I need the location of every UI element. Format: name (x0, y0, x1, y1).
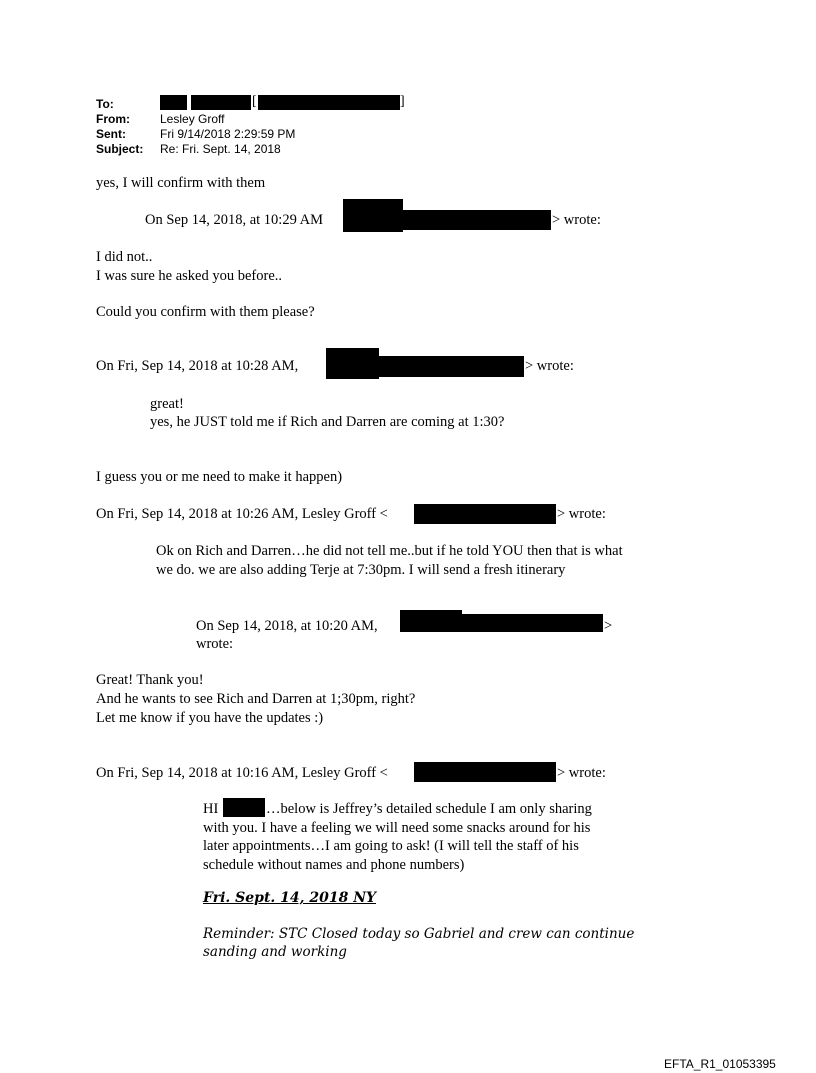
redaction-box (343, 199, 403, 232)
quote-attribution: On Fri, Sep 14, 2018 at 10:28 AM, (96, 358, 299, 374)
document-id: EFTA_R1_01053395 (664, 1057, 776, 1071)
message-line: Could you confirm with them please? (96, 304, 315, 320)
quote-attribution-suffix: > wrote: (557, 765, 606, 781)
quote-attribution: On Fri, Sep 14, 2018 at 10:16 AM, Lesley Groff < (96, 765, 388, 781)
quote-attribution: On Sep 14, 2018, at 10:29 AM (145, 212, 324, 228)
redaction-box (191, 95, 251, 110)
bracket-open: [ (252, 94, 257, 109)
subject-label: Subject: (96, 142, 144, 156)
message-line: with you. I have a feeling we will need some snacks around for his (203, 820, 591, 836)
from-value: Lesley Groff (160, 112, 225, 126)
redaction-box (160, 95, 187, 110)
subject-value: Re: Fri. Sept. 14, 2018 (160, 142, 281, 156)
redaction-box (414, 504, 556, 524)
message-line: schedule without names and phone numbers) (203, 857, 465, 873)
redaction-box (223, 798, 265, 817)
quote-attribution: On Fri, Sep 14, 2018 at 10:26 AM, Lesley Groff < (96, 506, 388, 522)
to-label: To: (96, 97, 114, 111)
redaction-box (258, 95, 400, 110)
redaction-box (414, 762, 556, 782)
quote-attribution-suffix: > wrote: (557, 506, 606, 522)
redaction-box (403, 210, 551, 230)
redaction-box (448, 614, 603, 632)
bracket-close: ] (400, 94, 405, 109)
redaction-box (326, 348, 379, 379)
quote-attribution-suffix: > wrote: (525, 358, 574, 374)
message-line: we do. we are also adding Terje at 7:30pm. I will send a fresh itinerary (156, 562, 566, 578)
reminder-line: sanding and working (203, 944, 347, 960)
sent-value: Fri 9/14/2018 2:29:59 PM (160, 127, 296, 141)
message-line: Ok on Rich and Darren…he did not tell me..but if he told YOU then that is what (156, 543, 623, 559)
message-greeting: HI (203, 801, 219, 817)
message-line: Great! Thank you! (96, 672, 204, 688)
quote-attribution-suffix: > wrote: (552, 212, 601, 228)
schedule-heading: Fri. Sept. 14, 2018 NY (203, 890, 377, 906)
quote-attribution: On Sep 14, 2018, at 10:20 AM, (196, 618, 378, 634)
message-line: I was sure he asked you before.. (96, 268, 283, 284)
message-line: And he wants to see Rich and Darren at 1;30pm, right? (96, 691, 416, 707)
reply-text: yes, I will confirm with them (96, 175, 266, 191)
message-line: …below is Jeffrey’s detailed schedule I am only sharing (266, 801, 592, 817)
reminder-line: Reminder: STC Closed today so Gabriel and crew can continue (203, 926, 635, 942)
redaction-box (379, 356, 524, 377)
sent-label: Sent: (96, 127, 126, 141)
quote-attribution-line2: wrote: (196, 636, 234, 652)
message-line: Let me know if you have the updates :) (96, 710, 324, 726)
message-line: I did not.. (96, 249, 153, 265)
message-line: later appointments…I am going to ask! (I will tell the staff of his (203, 838, 579, 854)
from-label: From: (96, 112, 130, 126)
message-line: great! (150, 396, 184, 412)
quote-attribution-suffix: > (604, 618, 613, 634)
message-line: yes, he JUST told me if Rich and Darren are coming at 1:30? (150, 414, 505, 430)
message-line: I guess you or me need to make it happen) (96, 469, 343, 485)
